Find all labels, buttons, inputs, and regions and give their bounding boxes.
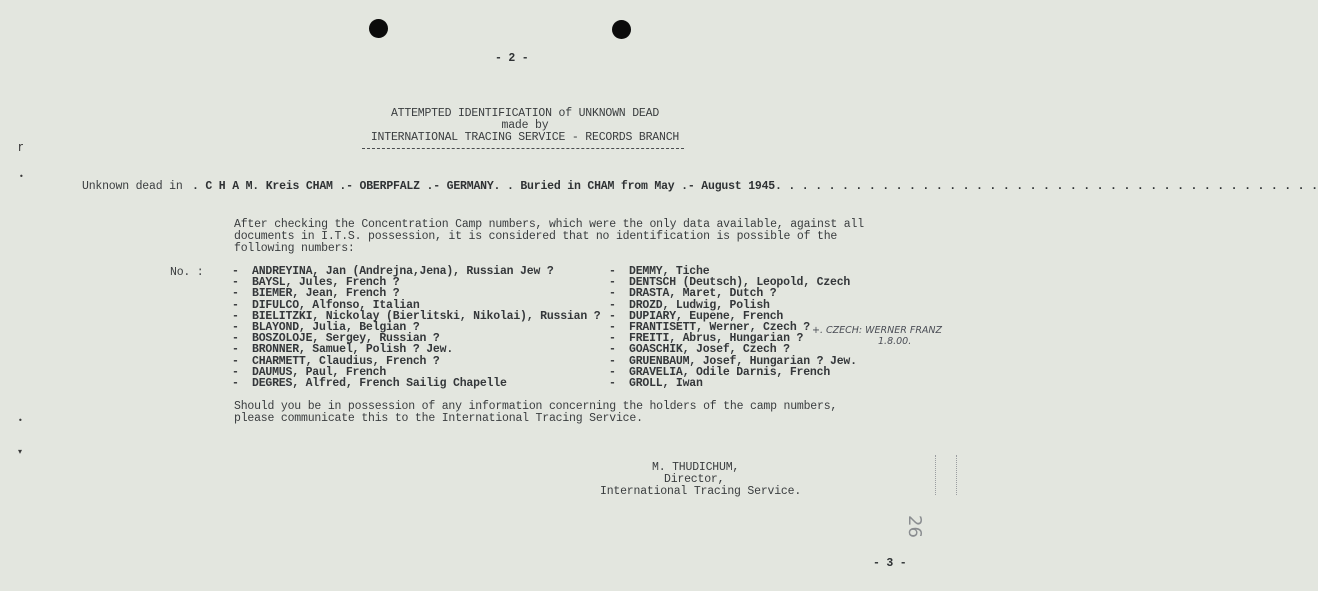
margin-mark: • [19, 172, 24, 181]
list-item: - DENTSCH (Deutsch), Leopold, Czech [609, 276, 851, 290]
list-item: - CHARMETT, Claudius, French ? [232, 354, 440, 368]
list-item: - DEGRES, Alfred, French Sailig Chapelle [232, 376, 507, 390]
list-item: - GOASCHIK, Josef, Czech ? [609, 343, 790, 357]
stamp-dots [935, 455, 957, 495]
list-item: - BRONNER, Samuel, Polish ? Jew. [232, 343, 454, 357]
list-item: - DEMMY, Tiche [609, 265, 710, 278]
title-line-2: made by [501, 119, 549, 132]
list-item: - GRAVELIA, Odile Darnis, French [609, 365, 831, 379]
list-item: - DAUMUS, Paul, French [232, 365, 387, 379]
list-item: - ANDREYINA, Jan (Andrejna,Jena), Russian Jew ? [232, 265, 554, 278]
list-item: - BLAYOND, Julia, Belgian ? [232, 320, 420, 334]
list-item: - FRANTISETT, Werner, Czech ? [609, 320, 810, 334]
unidentified-list-left [232, 266, 600, 389]
punch-hole-right [612, 20, 631, 39]
intro-line-1: After checking the Concentration Camp numbers, which were the only data available, against all [234, 218, 864, 231]
punch-hole-left [369, 19, 388, 38]
list-item: - BOSZOLOJE, Sergey, Russian ? [232, 332, 440, 346]
intro-line-2: documents in I.T.S. possession, it is considered that no identification is possible of the [234, 230, 838, 243]
no-label: No. : [170, 266, 204, 279]
title-line-3: INTERNATIONAL TRACING SERVICE - RECORDS BRANCH [370, 131, 680, 144]
list-item: - GRUENBAUM, Josef, Hungarian ? Jew. [609, 354, 857, 368]
list-item: - DIFULCO, Alfonso, Italian [232, 298, 420, 312]
margin-mark: ▾ [18, 447, 23, 456]
list-item: - FREITI, Abrus, Hungarian ? [609, 332, 804, 346]
list-item: - GROLL, Iwan [609, 376, 703, 390]
signature-role: Director, [664, 473, 725, 486]
next-page-number: - 3 - [873, 557, 907, 570]
unknown-dead-location: . C H A M. Kreis CHAM .- OBERPFALZ .- GERMANY. . Buried in CHAM from May .- August 1945. . . . . . . . . . . . . . . . . . . . . . . . . . . . . . . . . . . . . . . . . [192, 180, 1318, 193]
list-item: - DUPIARY, Eupene, French [609, 309, 784, 323]
list-item: - BAYSL, Jules, French ? [232, 276, 400, 290]
signature-name: M. THUDICHUM, [652, 461, 740, 474]
handwritten-note-line-1: +. CZECH: WERNER FRANZ [812, 325, 943, 336]
archive-stamp-number: 26 [904, 515, 925, 538]
unknown-dead-label: Unknown dead in [82, 180, 183, 193]
handwritten-note-line-2: 1.8.00. [878, 336, 912, 347]
closing-line-1: Should you be in possession of any information concerning the holders of the camp numbers, [234, 400, 838, 413]
list-item: - DROZD, Ludwig, Polish [609, 298, 770, 312]
title-line-1: ATTEMPTED IDENTIFICATION of UNKNOWN DEAD [390, 107, 660, 120]
margin-mark: • [18, 416, 23, 425]
margin-mark: r [18, 140, 23, 154]
signature-org: International Tracing Service. [600, 485, 802, 498]
closing-line-2: please communicate this to the International Tracing Service. [234, 412, 643, 425]
title-underline [362, 148, 684, 149]
list-item: - DRASTA, Maret, Dutch ? [609, 287, 777, 301]
list-item: - BIEMER, Jean, French ? [232, 287, 400, 301]
page-number: - 2 - [495, 52, 529, 65]
list-item: - BIELITZKI, Nickolay (Bierlitski, Nikolai), Russian ? [232, 309, 601, 323]
intro-line-3: following numbers: [234, 242, 355, 255]
